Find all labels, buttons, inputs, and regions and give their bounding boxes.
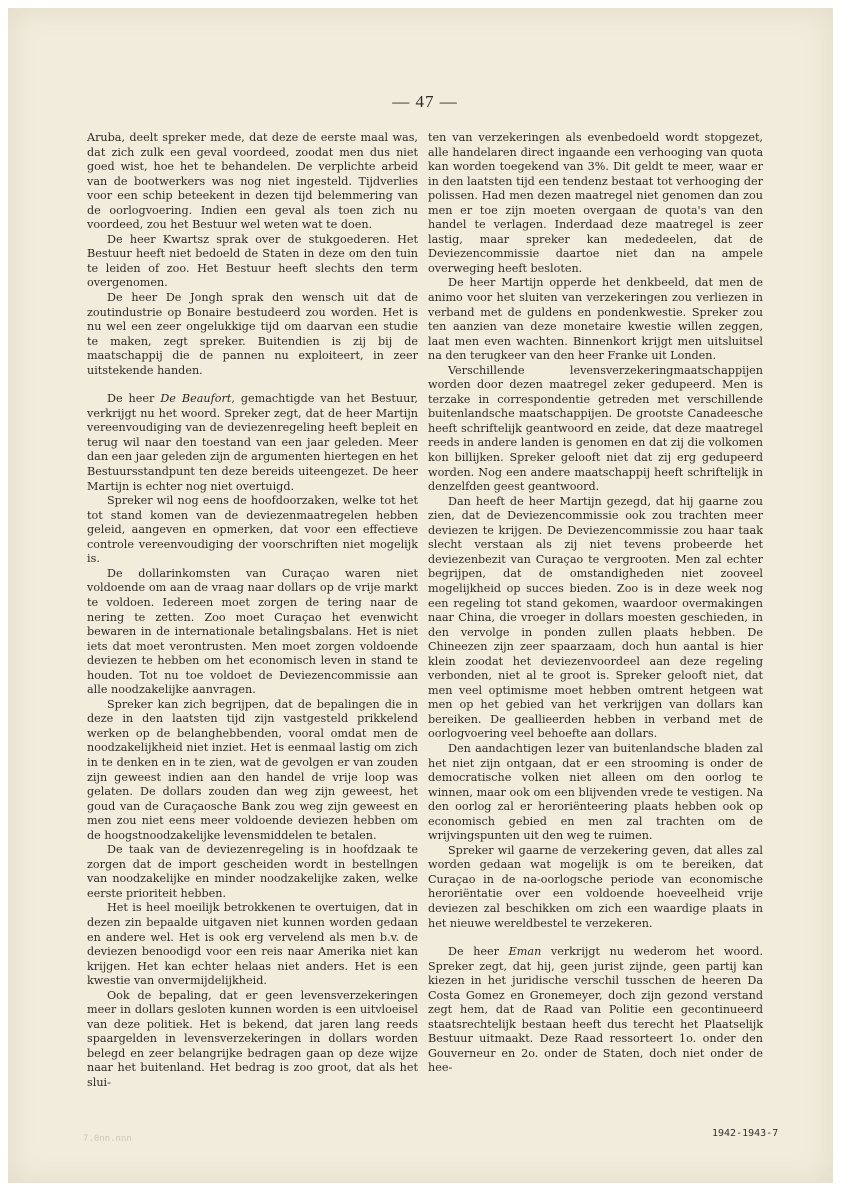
page-number: — 47 — [392, 92, 458, 111]
paragraph-text: verkrijgt nu wederom het woord. Spreker zegt, dat hij, geen jurist zijnde, geen partij kan kiezen in het juridische verschil tusschen de heeren Da Costa Gomez en Gronemeyer, doch zijn gezond verstand zegt hem, dat de Raad van Politie een gecontinueerd staatsrechtelijk bestaan heeft dus terecht het Plaatselijk Bestuur uitmaakt. Deze Raad ressorteert 1o. onder den Gouverneur en 2o. onder de Staten, doch niet onder de hee- [428, 945, 763, 1075]
speaker-name: De Beaufort [160, 392, 232, 406]
paragraph: Verschillende levensverzekeringmaatschappijen worden door dezen maatregel zeker gedupeerd. Men is terzake in correspondentie getreden met verschillende buitenlandsche maatschappijen. De grootste Canadeesche heeft schriftelijk geantwoord en zeide, dat deze maatregel reeds in andere landen is genomen en dat zij die volkomen kon billijken. Spreker gelooft niet dat zij erg gedupeerd worden. Nog een andere maatschappij heeft schriftelijk in denzelfden geest geantwoord. [428, 363, 763, 494]
paragraph: Het is heel moeilijk betrokkenen te overtuigen, dat in dezen zin bepaalde uitgaven niet kunnen worden gedaan en andere wel. Het is ook erg vervelend als men b.v. de deviezen benoodigd voor een reis naar Amerika niet kan krijgen. Het kan echter helaas niet anders. Het is een kwestie van onvermijdelijkheid. [87, 901, 418, 988]
paragraph: De heer Kwartsz sprak over de stukgoederen. Het Bestuur heeft niet bedoeld de Staten in deze om den tuin te leiden of zoo. Het Bestuur heeft slechts den term overgenomen. [87, 232, 418, 290]
archive-code: 1942-1943-7 [712, 1128, 779, 1139]
right-column [428, 131, 763, 1076]
left-column [87, 131, 418, 1091]
paragraph: ten van verzekeringen als evenbedoeld wordt stopgezet, alle handelaren direct ingaande een verhooging van quota kan worden toegekend van 3%. Dit geldt te meer, waar er in den laatsten tijd een tendenz bestaat tot verhooging der polissen. Had men dezen maatregel niet genomen dan zou men er toe zijn moeten overgaan de quota's van den handel te verlagen. Inderdaad deze maatregel is zeer lastig, maar spreker kan mededeelen, dat de Deviezencommissie daartoe niet dan na ampele overweging heeft besloten. [428, 131, 763, 275]
paragraph: Spreker kan zich begrijpen, dat de bepalingen die in deze in den laatsten tijd zijn vastgesteld prikkelend werken op de belanghebbenden, vooral omdat men de noodzakelijkheid niet inziet. Het is eenmaal lastig om zich in te denken en in te zien, wat de gevolgen er van zouden zijn geweest indien aan den handel de vrije loop was gelaten. De dollars zouden dan weg zijn geweest, het goud van de Curaçaosche Bank zou weg zijn geweest en men zou niet eens meer voldoende deviezen hebben om de hoogstnoodzakelijke levensmiddelen te betalen. [87, 697, 418, 842]
speaker-name: Eman [508, 945, 542, 959]
paragraph-text: , gemachtigde van het Bestuur, verkrijgt nu het woord. Spreker zegt, dat de heer Martijn vereenvoudiging van de deviezenregeling heeft bepleit en terug wil naar den toestand van een jaar geleden. Meer dan een jaar geleden zijn de argumenten hiertegen en het Bestuursstandpunt ten deze bereids uiteengezet. De heer Martijn is echter nog niet overtuigd. [87, 392, 418, 493]
paragraph: Spreker wil nog eens de hoofdoorzaken, welke tot het tot stand komen van de deviezenmaatregelen hebben geleid, aangeven en opmerken, dat voor een effectieve controle vereenvoudiging der voorschriften niet mogelijk is. [87, 494, 418, 566]
paragraph [428, 945, 763, 1076]
paragraph: Aruba, deelt spreker mede, dat deze de eerste maal was, dat zich zulk een geval voordeed, zoodat men dus niet goed wist, hoe het te behandelen. De verplichte arbeid van de bootwerkers was nog niet ingesteld. Tijdverlies voor een schip beteekent in dezen tijd belemmering van de oorlogvoering. Indien een geval als toen zich nu voordeed, zou het Bestuur wel weten wat te doen. [87, 131, 418, 232]
paragraph [87, 392, 418, 494]
faint-stamp: 7.0nn.nnn [83, 1134, 132, 1144]
paragraph: De heer Martijn opperde het denkbeeld, dat men de animo voor het sluiten van verzekeringen zou verliezen in verband met de guldens en pondenkwestie. Spreker zou ten aanzien van deze monetaire kwestie willen zeggen, laat men even wachten. Binnenkort krijgt men uitsluitsel na den terugkeer van den heer Franke uit Londen. [428, 276, 763, 363]
paragraph: Den aandachtigen lezer van buitenlandsche bladen zal het niet zijn ontgaan, dat er een strooming is onder de democratische volken niet alleen om den oorlog te winnen, maar ook om een blijvenden vrede te vestigen. Na den oorlog zal er heroriënteering plaats hebben ook op economisch gebied en men zal trachten om de wrijvingspunten uit den weg te ruimen. [428, 741, 763, 843]
paragraph: De heer De Jongh sprak den wensch uit dat de zoutindustrie op Bonaire bestudeerd zou worden. Het is nu wel een zeer ongelukkige tijd om daarvan een studie te maken, zegt spreker. Buitendien is zij bij de maatschappij die de pannen nu exploiteert, in zeer uitstekende handen. [87, 291, 418, 377]
paragraph: De dollarinkomsten van Curaçao waren niet voldoende om aan de vraag naar dollars op de vrije markt te voldoen. Iedereen moet zorgen de tering naar de nering te zetten. Zoo moet Curaçao het evenwicht bewaren in de internationale betalingsbalans. Het is niet iets dat moet verontrusten. Men moet zorgen voldoende deviezen te hebben om het economisch leven in stand te houden. Tot nu toe voldoet de Deviezencommissie aan alle noodzakelijke aanvragen. [87, 566, 418, 697]
paragraph: Ook de bepaling, dat er geen levensverzekeringen meer in dollars gesloten kunnen worden is een uitvloeisel van deze politiek. Het is bekend, dat jaren lang reeds spaargelden in levensverzekeringen in dollars worden belegd en zeer belangrijke bedragen gaan op deze wijze naar het buitenland. Het bedrag is zoo groot, dat als het slui- [87, 988, 418, 1089]
paragraph: Dan heeft de heer Martijn gezegd, dat hij gaarne zou zien, dat de Deviezencommissie ook zou trachten meer deviezen te krijgen. De Deviezencommissie zou haar taak slecht verstaan als zij niet tevens probeerde het deviezenbezit van Curaçao te vergrooten. Men zal echter begrijpen, dat de omstandigheden niet zooveel mogelijkheid op succes bieden. Zoo is in deze week nog een regeling tot stand gekomen, waardoor overmakingen naar China, die vroeger in dollars moesten geschieden, in den vervolge in ponden zullen plaats hebben. De Chineezen zijn zeer spaarzaam, doch hun aantal is hier klein zoodat het deviezenvoordeel aan deze regeling verbonden, niet al te groot is. Spreker gelooft niet, dat men veel optimisme moet hebben omtrent hetgeen wat men op het gebied van het verkrijgen van dollars kan bereiken. De geallieerden hebben in verband met de oorlogvoering veel behoefte aan dollars. [428, 494, 763, 741]
paragraph-text: De heer [448, 945, 509, 959]
paragraph: Spreker wil gaarne de verzekering geven, dat alles zal worden gedaan wat mogelijk is om te bereiken, dat Curaçao in de na-oorlogsche periode van economische heroriëntatie over een voldoende hoeveelheid vrije deviezen zal beschikken om zich een waardige plaats in het nieuwe wereldbestel te verzekeren. [428, 843, 763, 930]
paragraph-text: De heer [107, 392, 161, 406]
paragraph: De taak van de deviezenregeling is in hoofdzaak te zorgen dat de import gescheiden wordt in bestellngen van noodzakelijke en minder noodzakelijke zaken, welke eerste prioriteit hebben. [87, 843, 418, 900]
